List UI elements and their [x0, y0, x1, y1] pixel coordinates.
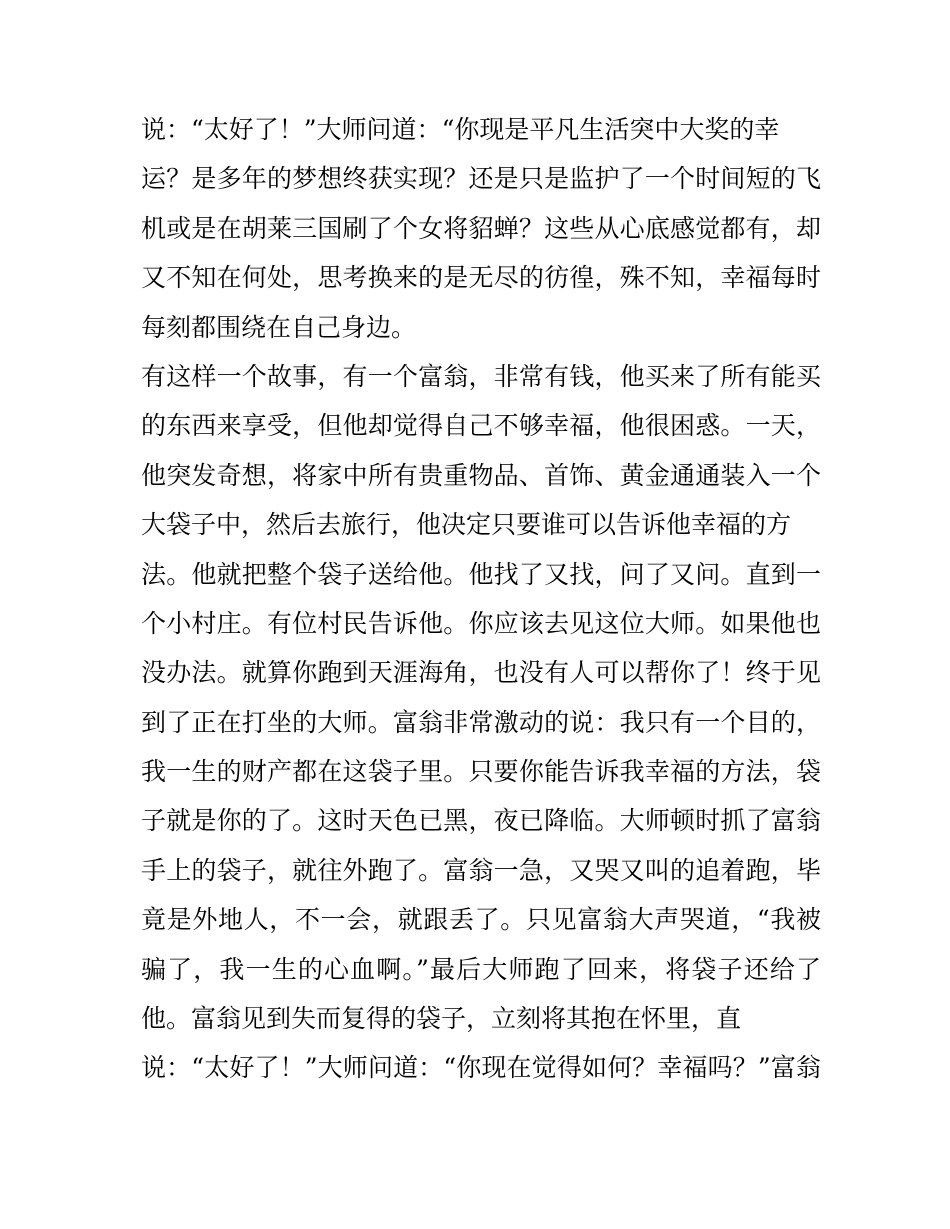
- text-line: 子就是你的了。这时天色已黑，夜已降临。大师顿时抓了富翁: [141, 806, 821, 836]
- text-line: 他。富翁见到失而复得的袋子，立刻将其抱在怀里，直: [141, 1004, 742, 1034]
- text-line: 我一生的财产都在这袋子里。只要你能告诉我幸福的方法，袋: [141, 757, 821, 787]
- body-text: [141, 105, 821, 1093]
- text-line: 没办法。就算你跑到天涯海角，也没有人可以帮你了！终于见: [141, 658, 821, 688]
- text-line: 手上的袋子，就往外跑了。富翁一急，又哭又叫的追着跑，毕: [141, 855, 821, 885]
- text-line: 的东西来享受，但他却觉得自己不够幸福，他很困惑。一天，: [141, 411, 821, 441]
- text-line: 他突发奇想，将家中所有贵重物品、首饰、黄金通通装入一个: [141, 460, 821, 490]
- text-line: 机或是在胡莱三国刷了个女将貂蝉？这些从心底感觉都有，却: [141, 213, 821, 243]
- text-line: 大袋子中，然后去旅行，他决定只要谁可以告诉他幸福的方: [141, 510, 792, 540]
- text-line: 每刻都围绕在自己身边。: [141, 312, 417, 342]
- text-line: 说：“太好了！”大师问道：“你现是平凡生活突中大奖的幸: [141, 115, 780, 144]
- text-line: 法。他就把整个袋子送给他。他找了又找，问了又问。直到一: [141, 559, 821, 589]
- text-line: 个小村庄。有位村民告诉他。你应该去见这位大师。如果他也: [141, 608, 821, 638]
- text-line: 骗了，我一生的心血啊。”最后大师跑了回来，将袋子还给了: [141, 954, 821, 984]
- text-line: 说：“太好了！”大师问道：“你现在觉得如何？幸福吗？”富翁: [141, 1053, 821, 1083]
- text-line: 到了正在打坐的大师。富翁非常激动的说：我只有一个目的，: [141, 707, 821, 737]
- text-line: 运？是多年的梦想终获实现？还是只是监护了一个时间短的飞: [141, 164, 821, 194]
- text-line: 有这样一个故事，有一个富翁，非常有钱，他买来了所有能买: [141, 361, 821, 391]
- text-line: 又不知在何处，思考换来的是无尽的彷徨，殊不知，幸福每时: [141, 263, 821, 293]
- text-line: 竟是外地人，不一会，就跟丢了。只见富翁大声哭道，“我被: [141, 905, 821, 935]
